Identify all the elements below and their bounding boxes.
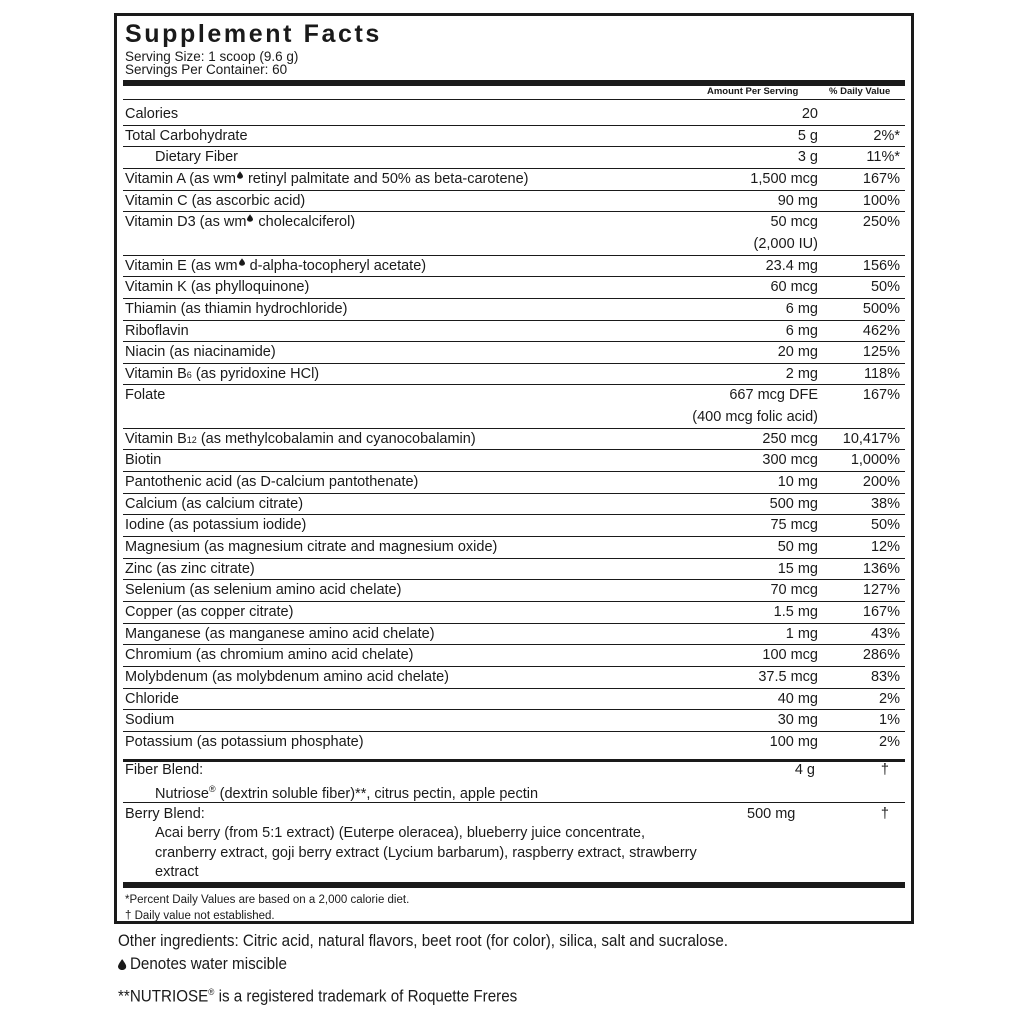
nutrient-amount: 1.5 mg xyxy=(773,603,818,620)
panel-title: Supplement Facts xyxy=(125,20,382,48)
nutrient-daily-value: 50% xyxy=(870,517,900,534)
divider-blends xyxy=(123,759,905,762)
nutrient-amount: 250 mcg xyxy=(762,430,818,447)
nutrient-daily-value: 167% xyxy=(862,387,900,404)
nutrient-row xyxy=(125,147,903,169)
nutrient-row xyxy=(125,385,903,428)
nutrient-daily-value: 2% xyxy=(879,690,900,707)
nutrient-row xyxy=(125,602,903,624)
nutrient-amount: 3 g xyxy=(797,149,818,166)
nutrient-daily-value: 50% xyxy=(870,279,900,296)
nutrient-daily-value: 167% xyxy=(862,170,900,187)
nutrient-name: Vitamin D3 (as wm cholecalciferol) xyxy=(125,214,356,231)
nutrient-name: Riboflavin xyxy=(125,322,189,339)
nutrient-name: Biotin xyxy=(125,452,162,469)
nutrient-row xyxy=(125,645,903,667)
nutrient-name: Magnesium (as magnesium citrate and magnesium oxide) xyxy=(125,539,498,555)
fiber-blend-amount: 4 g xyxy=(794,762,815,778)
divider-bottom xyxy=(123,882,905,888)
nutrient-amount: 5 g xyxy=(797,127,818,144)
nutrient-amount: 70 mcg xyxy=(770,582,818,599)
nutrient-daily-value: 167% xyxy=(862,603,900,620)
footnote-daily-values: *Percent Daily Values are based on a 2,000 calorie diet. xyxy=(125,894,410,906)
nutrient-amount: 1 mg xyxy=(785,625,818,642)
footnote-not-established: † Daily value not established. xyxy=(125,910,275,922)
nutrient-amount: 30 mg xyxy=(777,712,818,729)
nutrient-row xyxy=(125,732,903,754)
nutrient-daily-value: 38% xyxy=(870,495,900,512)
nutrient-row xyxy=(125,580,903,602)
nutrient-daily-value: 462% xyxy=(862,322,900,339)
nutrient-row xyxy=(125,212,903,255)
nutrient-amount: 23.4 mg xyxy=(765,257,818,274)
nutrient-amount: 15 mg xyxy=(777,560,818,577)
nutrient-row xyxy=(125,624,903,646)
nutrient-row xyxy=(125,126,903,148)
nutrient-name: Vitamin A (as wm retinyl palmitate and 50% as beta-carotene) xyxy=(125,170,529,187)
water-drop-icon xyxy=(239,258,245,266)
nutrient-daily-value: 286% xyxy=(862,647,900,664)
nutrient-row xyxy=(125,277,903,299)
fiber-blend-label: Fiber Blend: xyxy=(125,762,204,778)
berry-blend-dv: † xyxy=(880,806,889,822)
column-header-amount: Amount Per Serving xyxy=(707,86,799,97)
fiber-blend-dv: † xyxy=(880,762,889,778)
water-drop-icon xyxy=(118,959,126,970)
nutrient-amount: 1,500 mcg xyxy=(750,170,818,187)
nutrient-amount: 75 mcg xyxy=(770,517,818,534)
nutrient-row xyxy=(125,537,903,559)
nutrient-daily-value: 118% xyxy=(863,365,900,382)
nutrient-name: Copper (as copper citrate) xyxy=(125,603,294,620)
water-drop-icon xyxy=(237,171,243,179)
divider-fiber-berry xyxy=(123,802,905,803)
nutrient-row xyxy=(125,689,903,711)
nutrient-daily-value: 83% xyxy=(870,668,900,685)
nutrient-row xyxy=(125,494,903,516)
nutrient-name: Zinc (as zinc citrate) xyxy=(125,560,255,577)
water-drop-icon xyxy=(247,214,253,222)
nutrient-name: Selenium (as selenium amino acid chelate) xyxy=(125,582,402,599)
water-miscible-note: Denotes water miscible xyxy=(118,953,287,975)
nutrient-daily-value: 500% xyxy=(862,300,900,317)
nutrient-name: Iodine (as potassium iodide) xyxy=(125,517,307,534)
nutrient-row xyxy=(125,472,903,494)
nutrient-daily-value: 2% xyxy=(879,733,900,750)
nutrient-name: Sodium xyxy=(125,712,175,729)
nutrient-row xyxy=(125,321,903,343)
nutrient-amount: 60 mcg xyxy=(770,279,818,296)
column-header-dv: % Daily Value xyxy=(829,86,891,97)
fiber-blend-desc: Nutriose® (dextrin soluble fiber)**, citrus pectin, apple pectin xyxy=(155,784,539,802)
nutrient-row xyxy=(125,342,903,364)
serving-size: Serving Size: 1 scoop (9.6 g) xyxy=(125,49,299,64)
nutrient-row xyxy=(125,191,903,213)
nutrient-amount: 6 mg xyxy=(785,322,818,339)
nutrient-name: Vitamin E (as wm d-alpha-tocopheryl acetate) xyxy=(125,257,427,274)
nutrient-daily-value: 1% xyxy=(879,712,900,729)
nutrient-row xyxy=(125,667,903,689)
nutrient-row xyxy=(125,515,903,537)
nutrient-amount: 667 mcg DFE (400 mcg folic acid) xyxy=(692,387,818,425)
nutrient-row xyxy=(125,710,903,732)
berry-blend-amount: 500 mg xyxy=(747,806,796,822)
nutrient-name: Pantothenic acid (as D-calcium pantothenate) xyxy=(125,474,419,491)
nutrient-daily-value: 250% xyxy=(862,214,900,231)
nutrient-row xyxy=(125,429,903,451)
divider-header xyxy=(123,99,905,100)
nutrient-amount: 2 mg xyxy=(785,365,818,382)
nutrient-daily-value: 1,000% xyxy=(850,452,900,469)
nutrient-name: Chromium (as chromium amino acid chelate) xyxy=(125,647,414,664)
nutrient-daily-value: 127% xyxy=(862,582,900,599)
nutrient-daily-value: 12% xyxy=(870,539,900,555)
nutrient-name: Niacin (as niacinamide) xyxy=(125,344,276,361)
nutrient-amount: 6 mg xyxy=(785,300,818,317)
nutrient-name: Calories xyxy=(125,106,179,122)
nutrient-amount: 10 mg xyxy=(777,474,818,491)
nutrient-daily-value: 2%* xyxy=(873,127,900,144)
nutrient-name: Potassium (as potassium phosphate) xyxy=(125,733,364,750)
nutrient-name: Total Carbohydrate xyxy=(125,127,248,144)
servings-per-container: Servings Per Container: 60 xyxy=(125,62,288,77)
nutrient-row xyxy=(125,364,903,386)
nutrient-amount: 50 mcg (2,000 IU) xyxy=(753,214,818,252)
nutrient-name: Manganese (as manganese amino acid chelate) xyxy=(125,625,435,642)
nutrient-name: Molybdenum (as molybdenum amino acid chelate) xyxy=(125,668,449,685)
nutrient-daily-value: 11%* xyxy=(866,149,900,166)
nutrient-name: Calcium (as calcium citrate) xyxy=(125,495,304,512)
nutrient-row xyxy=(125,299,903,321)
nutrient-name: Vitamin C (as ascorbic acid) xyxy=(125,192,306,209)
supplement-facts-panel xyxy=(114,13,914,924)
nutrient-name: Vitamin B6 (as pyridoxine HCl) xyxy=(125,365,320,382)
nutrient-amount: 100 mcg xyxy=(762,647,818,664)
nutrient-name: Thiamin (as thiamin hydrochloride) xyxy=(125,300,348,317)
nutrient-daily-value: 100% xyxy=(862,192,900,209)
other-ingredients: Other ingredients: Citric acid, natural flavors, beet root (for color), silica, salt and sucralose. xyxy=(118,932,728,950)
nutrient-row xyxy=(125,450,903,472)
nutrient-daily-value: 156% xyxy=(862,257,900,274)
nutrient-daily-value: 200% xyxy=(862,474,900,491)
nutrient-amount: 100 mg xyxy=(769,733,818,750)
nutrient-daily-value: 125% xyxy=(862,344,900,361)
nutrient-name: Vitamin B12 (as methylcobalamin and cyanocobalamin) xyxy=(125,430,476,447)
nutrient-amount: 300 mcg xyxy=(762,452,818,469)
nutrient-name: Dietary Fiber xyxy=(155,149,238,166)
berry-blend-desc: Acai berry (from 5:1 extract) (Euterpe oleracea), blueberry juice concentrate, cranberry extract, goji berry extract (Lycium barbarum), raspberry extract, strawberry extract xyxy=(155,825,697,880)
nutrient-amount: 50 mg xyxy=(777,539,818,555)
nutrient-name: Chloride xyxy=(125,690,179,707)
nutrient-row xyxy=(125,559,903,581)
nutrient-row xyxy=(125,256,903,278)
nutrient-daily-value: 136% xyxy=(862,560,900,577)
nutrient-amount: 20 mg xyxy=(777,344,818,361)
nutrient-row xyxy=(125,169,903,191)
trademark-note: **NUTRIOSE® is a registered trademark of Roquette Freres xyxy=(118,987,518,1006)
nutrient-amount: 20 xyxy=(801,106,818,122)
nutrient-daily-value: 43% xyxy=(870,625,900,642)
berry-blend-label: Berry Blend: xyxy=(125,806,205,822)
nutrient-daily-value: 10,417% xyxy=(842,430,900,447)
nutrient-name: Folate xyxy=(125,387,166,404)
nutrient-amount: 37.5 mcg xyxy=(758,668,818,685)
nutrient-row xyxy=(125,104,903,126)
nutrient-amount: 500 mg xyxy=(769,495,818,512)
nutrient-amount: 90 mg xyxy=(777,192,818,209)
nutrient-name: Vitamin K (as phylloquinone) xyxy=(125,279,310,296)
nutrient-amount: 40 mg xyxy=(777,690,818,707)
